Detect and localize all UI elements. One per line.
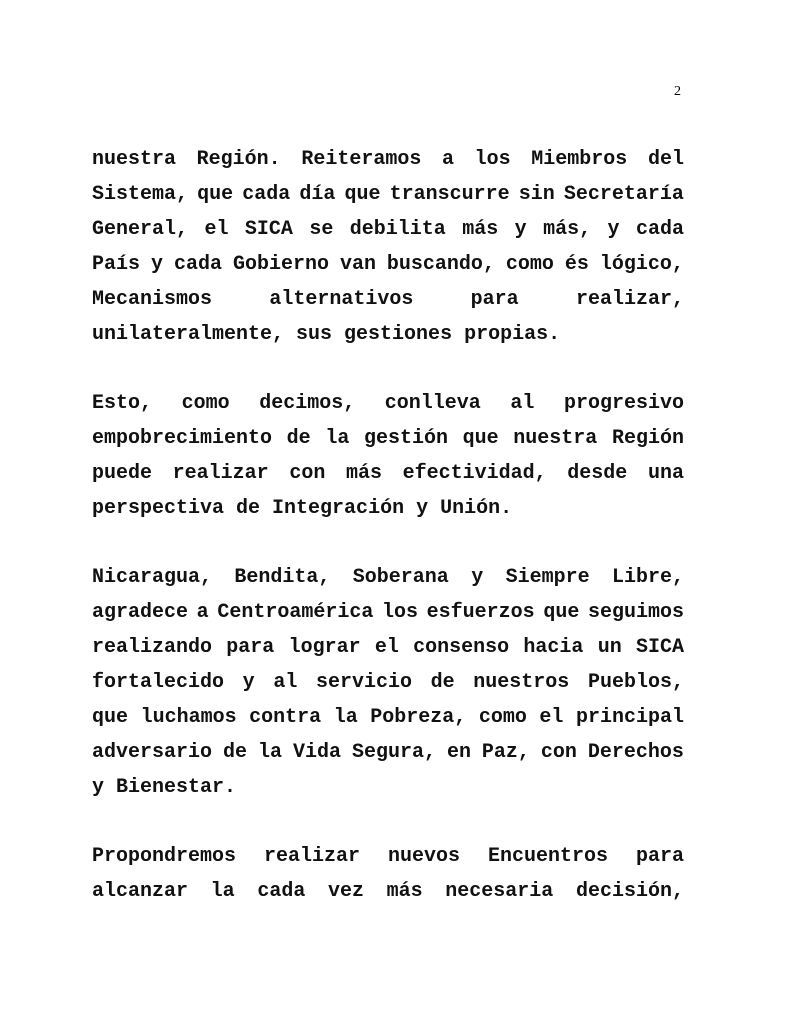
text-line: Nicaragua, Bendita, Soberana y Siempre Libre, [92,566,684,589]
text-line: realizando para lograr el consenso hacia un SICA [92,636,684,659]
text-line: Propondremos realizar nuevos Encuentros para [92,845,684,868]
text-line: agradece a Centroamérica los esfuerzos que seguimos [92,601,684,624]
text-line: que luchamos contra la Pobreza, como el principal [92,706,684,729]
paragraph [92,142,684,352]
text-line: puede realizar con más efectividad, desde una [92,462,684,485]
text-line: empobrecimiento de la gestión que nuestra Región [92,427,684,450]
text-line: unilateralmente, sus gestiones propias. [92,323,561,346]
text-line: alcanzar la cada vez más necesaria decisión, [92,880,684,903]
text-line: y Bienestar. [92,776,237,799]
paragraph-gap [92,526,684,560]
text-line: General, el SICA se debilita más y más, y cada [92,218,684,241]
text-line: adversario de la Vida Segura, en Paz, con Derechos [92,741,684,764]
text-line: perspectiva de Integración y Unión. [92,497,513,520]
text-line: Sistema, que cada día que transcurre sin Secretaría [92,183,684,206]
page-number: 2 [674,84,681,99]
paragraph [92,839,684,909]
text-line: nuestra Región. Reiteramos a los Miembros del [92,148,684,171]
text-line: País y cada Gobierno van buscando, como és lógico, [92,253,684,276]
paragraph [92,560,684,805]
text-line: Esto, como decimos, conlleva al progresivo [92,392,684,415]
paragraph-gap [92,352,684,386]
paragraph [92,386,684,526]
paragraph-gap [92,805,684,839]
text-line: Mecanismos alternativos para realizar, [92,288,684,311]
text-line: fortalecido y al servicio de nuestros Pueblos, [92,671,684,694]
document-body [92,142,684,909]
